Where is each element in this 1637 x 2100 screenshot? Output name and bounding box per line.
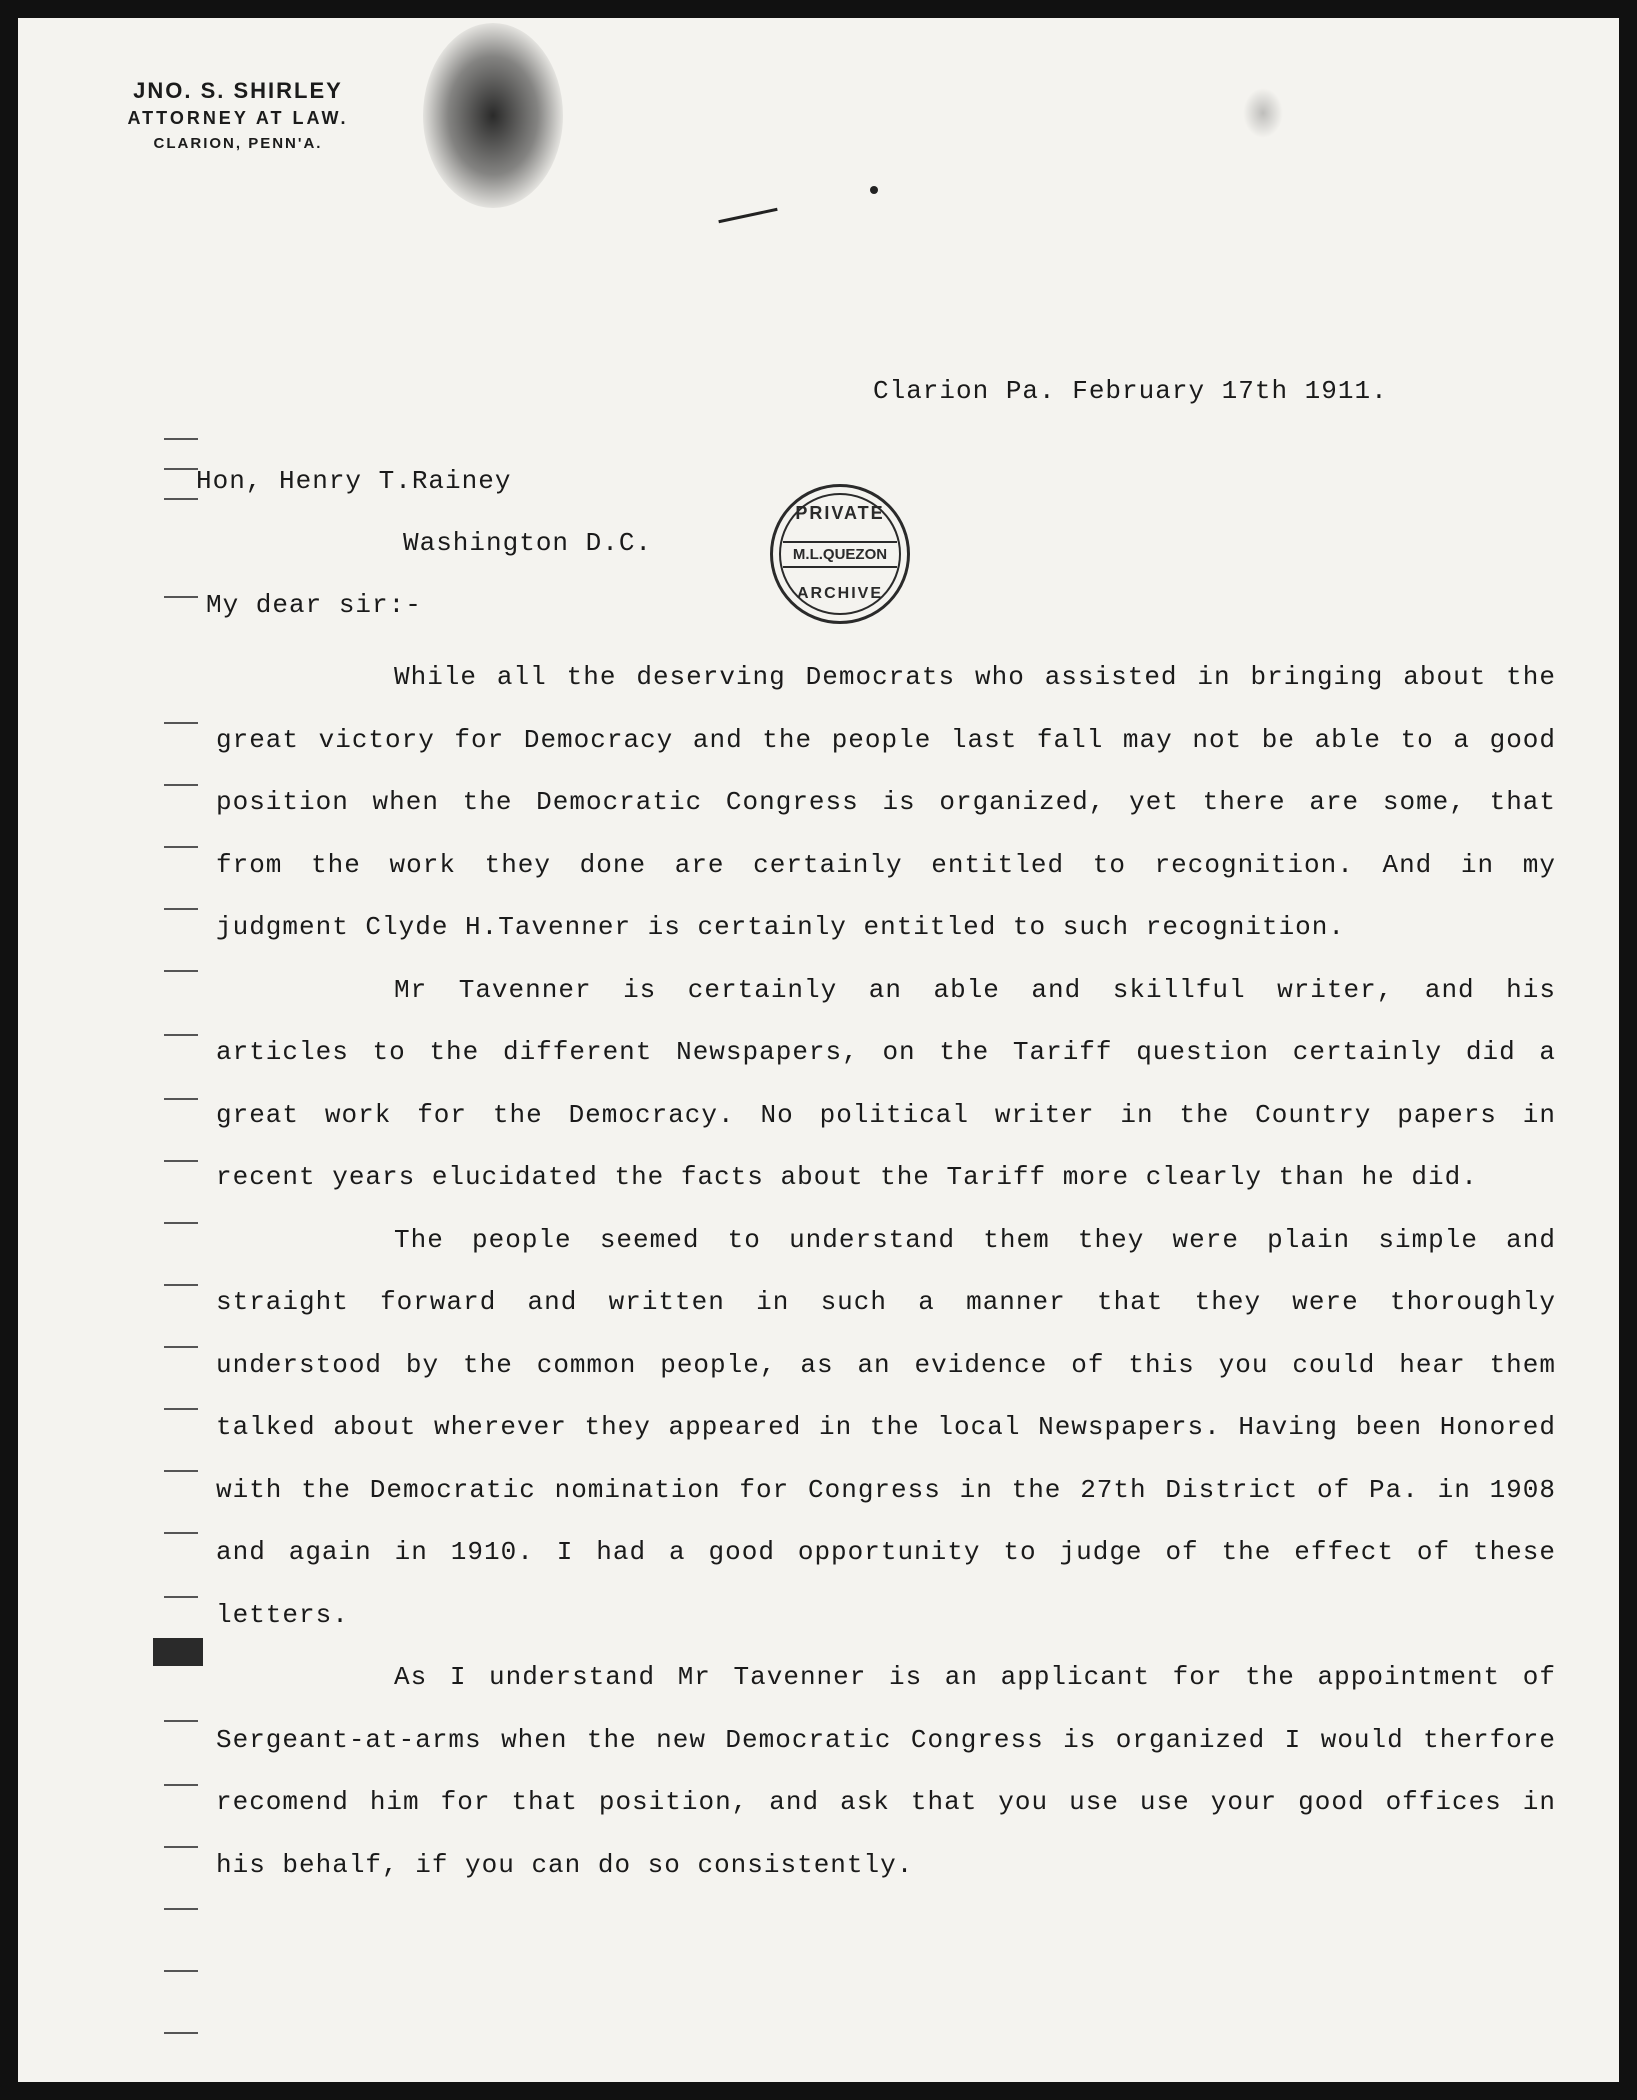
margin-tick	[164, 1532, 198, 1534]
letter-page	[18, 18, 1619, 2082]
margin-tick	[164, 1970, 198, 1972]
stamp-middle-text: M.L.QUEZON	[783, 541, 897, 568]
margin-tick	[164, 722, 198, 724]
margin-tick	[164, 784, 198, 786]
margin-tick	[164, 596, 198, 598]
margin-tick	[164, 1720, 198, 1722]
margin-tick	[164, 970, 198, 972]
margin-tick	[164, 846, 198, 848]
margin-tick	[164, 1034, 198, 1036]
paragraph: The people seemed to understand them they were plain simple and straight forward and written in such a manner that they were thoroughly understood by the common people, as an evidence of this you could hear them talked about wherever they appeared in the local Newspapers. Having been Honored with the Democratic nomination for Congress in the 27th District of Pa. in 1908 and again in 1910. I had a good opportunity to judge of the effect of these letters.	[216, 1224, 1556, 1630]
paragraph: Mr Tavenner is certainly an able and skillful writer, and his articles to the different Newspapers, on the Tariff question certainly did a great work for the Democracy. No political writer in the Country papers in recent years elucidated the facts about the Tariff more clearly than he did.	[216, 974, 1556, 1192]
margin-tick	[164, 1408, 198, 1410]
margin-tick	[164, 438, 198, 440]
stamp-top-text: PRIVATE	[795, 503, 885, 523]
pen-mark	[718, 208, 777, 223]
letter-body	[216, 646, 1556, 1896]
stamp-bottom-text: ARCHIVE	[796, 585, 883, 602]
margin-tick	[164, 468, 198, 470]
margin-tick	[164, 1346, 198, 1348]
ink-smudge	[1243, 88, 1283, 138]
paragraph: While all the deserving Democrats who assisted in bringing about the great victory for Democracy and the people last fall may not be able to a good position when the Democratic Congress is organized, yet there are some, that from the work they done are certainly entitled to recognition. And in my judgment Clyde H.Tavenner is certainly entitled to such recognition.	[216, 662, 1556, 942]
margin-tick	[164, 1846, 198, 1848]
ink-dot	[870, 186, 878, 194]
addressee-name: Hon, Henry T.Rainey	[196, 466, 512, 496]
margin-tick	[164, 1284, 198, 1286]
letterhead	[78, 78, 398, 152]
margin-tick	[164, 1784, 198, 1786]
margin-tick	[164, 1098, 198, 1100]
margin-tick	[164, 1222, 198, 1224]
ink-blot	[423, 23, 563, 208]
private-archive-stamp	[770, 484, 910, 624]
letterhead-title: ATTORNEY AT LAW.	[127, 108, 349, 128]
addressee-city: Washington D.C.	[403, 528, 653, 558]
paragraph: As I understand Mr Tavenner is an applicant for the appointment of Sergeant-at-arms when the new Democratic Congress is organized I would therfore recomend him for that position, and ask that you use use your good offices in his behalf, if you can do so consistently.	[216, 1662, 1556, 1880]
margin-tick	[164, 1596, 198, 1598]
margin-tick	[164, 1160, 198, 1162]
salutation: My dear sir:-	[206, 590, 422, 620]
punch-hole-marks	[148, 318, 208, 2058]
margin-tick	[164, 908, 198, 910]
letterhead-name: JNO. S. SHIRLEY	[133, 78, 343, 103]
margin-tick	[164, 498, 198, 500]
margin-tick	[164, 1470, 198, 1472]
letterhead-city: CLARION, PENN'A.	[153, 135, 323, 152]
ink-smudge	[153, 1638, 203, 1666]
dateline: Clarion Pa. February 17th 1911.	[873, 376, 1388, 406]
margin-tick	[164, 1908, 198, 1910]
margin-tick	[164, 2032, 198, 2034]
